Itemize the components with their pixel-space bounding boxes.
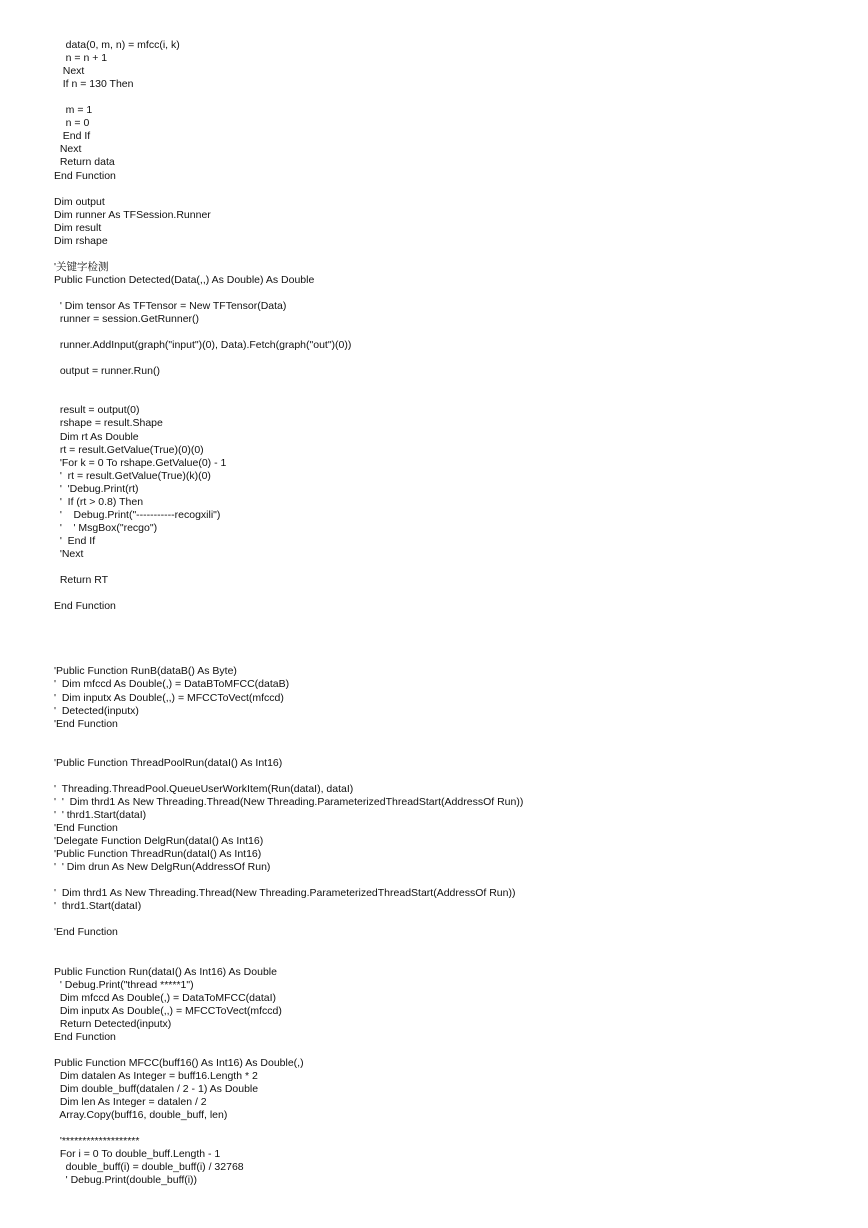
code-line: result = output(0) xyxy=(54,404,140,417)
code-line: End Function xyxy=(54,169,116,182)
code-line: n = n + 1 xyxy=(54,52,108,65)
code-line: Return RT xyxy=(54,574,109,587)
code-line: ' Threading.ThreadPool.QueueUserWorkItem(Run(dataI), dataI) xyxy=(54,782,354,795)
code-line: 'Public Function ThreadRun(dataI() As Int16) xyxy=(54,848,262,861)
code-line: data(0, m, n) = mfcc(i, k) xyxy=(54,39,180,51)
code-line: 'End Function xyxy=(54,926,118,939)
code-line: m = 1 xyxy=(54,104,93,117)
code-line: Dim rt As Double xyxy=(54,430,139,443)
code-line: 'Next xyxy=(54,547,84,560)
code-line: Return data xyxy=(54,156,115,169)
code-line: '******************* xyxy=(54,1135,140,1148)
code-line: 'End Function xyxy=(54,717,118,730)
code-line: ' Debug.Print(double_buff(i)) xyxy=(54,1174,198,1187)
code-line: Next xyxy=(54,65,85,78)
code-line: 'For k = 0 To rshape.GetValue(0) - 1 xyxy=(54,456,227,469)
code-line: ' Dim thrd1 As New Threading.Thread(New Threading.ParameterizedThreadStart(AddressOf Run)) xyxy=(54,887,516,900)
code-line: Dim datalen As Integer = buff16.Length * 2 xyxy=(54,1069,258,1082)
code-line: ' thrd1.Start(dataI) xyxy=(54,900,142,913)
code-line: Dim rshape xyxy=(54,234,108,247)
code-line: ' Debug.Print("thread *****1") xyxy=(54,978,194,991)
code-line: ' If (rt > 0.8) Then xyxy=(54,495,144,508)
code-line: Next xyxy=(54,143,82,156)
code-line: Return Detected(inputx) xyxy=(54,1017,172,1030)
code-line: rshape = result.Shape xyxy=(54,417,163,430)
code-line: ' End If xyxy=(54,534,96,547)
code-line: Public Function Detected(Data(,,) As Double) As Double xyxy=(54,273,315,286)
code-line: End Function xyxy=(54,1030,116,1043)
code-line: ' Detected(inputx) xyxy=(54,704,139,717)
code-line: Dim double_buff(datalen / 2 - 1) As Double xyxy=(54,1083,259,1095)
code-line: For i = 0 To double_buff.Length - 1 xyxy=(54,1148,221,1161)
code-line: runner.AddInput(graph("input")(0), Data).Fetch(graph("out")(0)) xyxy=(54,339,352,352)
code-line: End If xyxy=(54,130,91,143)
code-line: ' Dim inputx As Double(,,) = MFCCToVect(mfccd) xyxy=(54,691,284,704)
code-line: ' ' Dim drun As New DelgRun(AddressOf Run) xyxy=(54,861,271,874)
code-line: '关键字检测 xyxy=(54,260,109,273)
code-line: Public Function MFCC(buff16() As Int16) As Double(,) xyxy=(54,1056,304,1069)
code-line: rt = result.GetValue(True)(0)(0) xyxy=(54,443,204,456)
code-line: output = runner.Run() xyxy=(54,365,160,378)
code-line: End Function xyxy=(54,600,116,613)
code-line: n = 0 xyxy=(54,117,90,130)
code-line: 'Public Function RunB(dataB() As Byte) xyxy=(54,665,237,678)
code-line: 'Public Function ThreadPoolRun(dataI() As Int16) xyxy=(54,756,283,769)
code-line: ' Dim mfccd As Double(,) = DataBToMFCC(dataB) xyxy=(54,678,290,691)
code-line: Dim len As Integer = datalen / 2 xyxy=(54,1096,207,1109)
code-line: ' 'Debug.Print(rt) xyxy=(54,482,139,495)
code-line: Dim result xyxy=(54,221,102,234)
code-line: ' Debug.Print("-----------recogxili") xyxy=(54,508,221,521)
code-line: Dim output xyxy=(54,195,105,208)
code-line: Public Function Run(dataI() As Int16) As Double xyxy=(54,965,277,978)
code-line: Dim runner As TFSession.Runner xyxy=(54,208,211,221)
code-line: If n = 130 Then xyxy=(54,78,134,91)
code-line: 'Delegate Function DelgRun(dataI() As Int16) xyxy=(54,835,264,848)
code-line: ' ' Dim thrd1 As New Threading.Thread(New Threading.ParameterizedThreadStart(AddressOf Run)) xyxy=(54,795,524,808)
code-line: runner = session.GetRunner() xyxy=(54,313,200,326)
code-line: ' Dim tensor As TFTensor = New TFTensor(Data) xyxy=(54,300,287,312)
code-line: Dim mfccd As Double(,) = DataToMFCC(dataI) xyxy=(54,991,277,1004)
code-line: Dim inputx As Double(,,) = MFCCToVect(mfccd) xyxy=(54,1004,282,1017)
code-line: ' ' thrd1.Start(dataI) xyxy=(54,808,147,821)
code-line: ' ' MsgBox("recgo") xyxy=(54,521,158,534)
code-line: double_buff(i) = double_buff(i) / 32768 xyxy=(54,1161,244,1174)
code-line: ' rt = result.GetValue(True)(k)(0) xyxy=(54,469,211,482)
code-line: Array.Copy(buff16, double_buff, len) xyxy=(54,1109,228,1122)
code-line: 'End Function xyxy=(54,822,118,834)
